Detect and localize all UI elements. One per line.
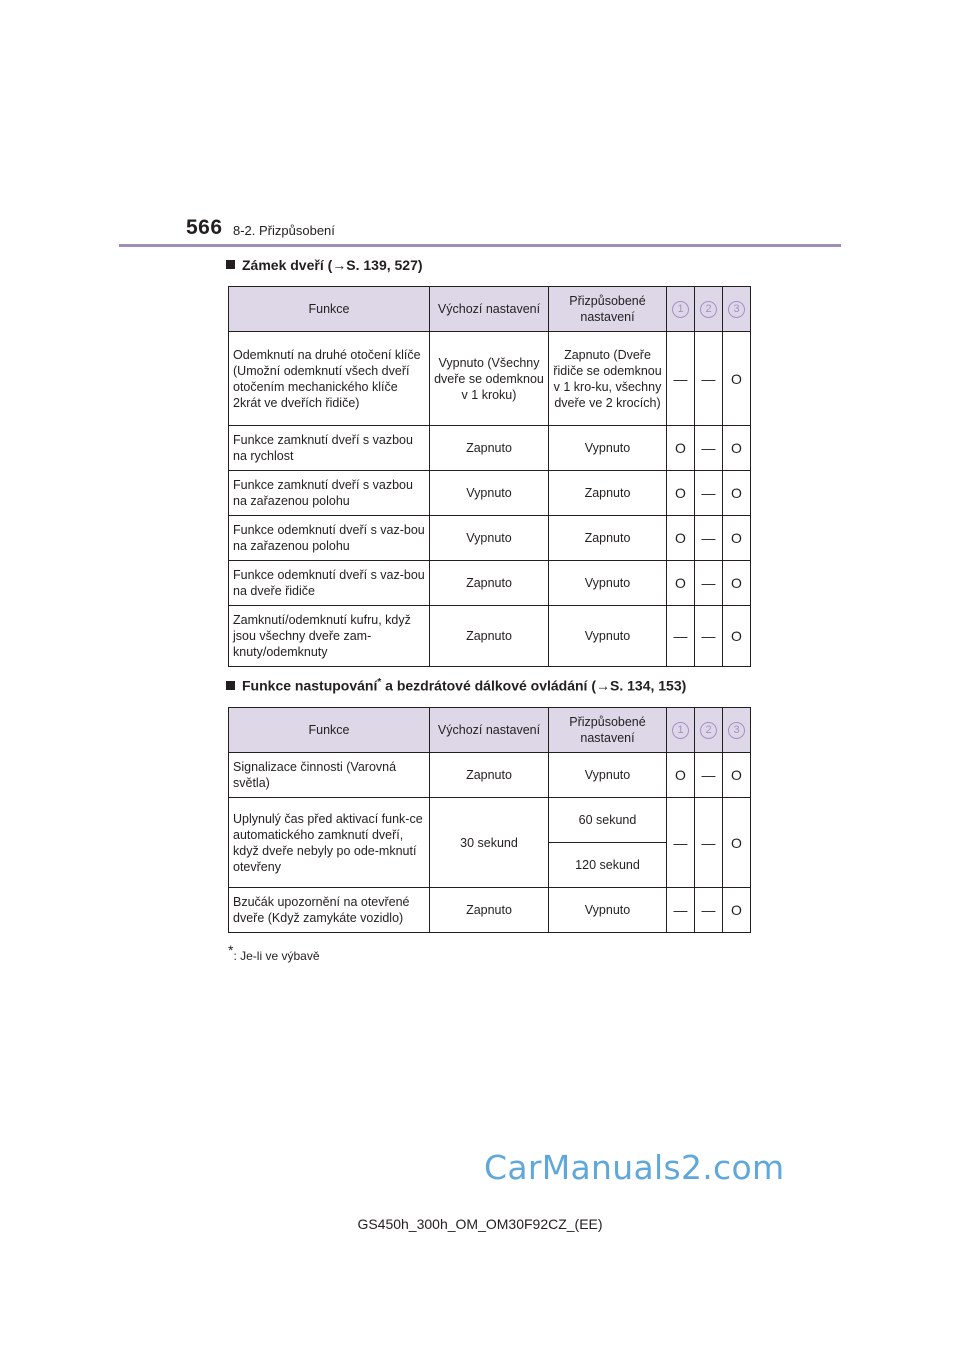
mark-cell-1: — <box>667 606 695 667</box>
table-row <box>229 798 751 843</box>
column-header-3 <box>723 708 751 753</box>
mark-cell-1: — <box>667 798 695 888</box>
number-3-icon: 3 <box>728 301 745 318</box>
column-header-2 <box>695 708 723 753</box>
column-header-function: Funkce <box>229 708 430 753</box>
mark-cell-3: O <box>723 471 751 516</box>
entry-function-settings-table <box>228 707 751 933</box>
feature-cell: Funkce zamknutí dveří s vazbou na rychlost <box>229 426 430 471</box>
section-title-text: Funkce nastupování <box>242 677 378 694</box>
custom-cell: 60 sekund <box>549 798 667 843</box>
column-header-function: Funkce <box>229 287 430 332</box>
section-title-text-rest: a bezdrátové dálkové ovládání (→S. 134, 153) <box>381 677 687 694</box>
mark-cell-3: O <box>723 426 751 471</box>
table-row <box>229 606 751 667</box>
feature-cell: Signalizace činnosti (Varovná světla) <box>229 753 430 798</box>
door-lock-settings-table <box>228 286 751 667</box>
custom-cell: Vypnuto <box>549 561 667 606</box>
mark-cell-2: — <box>695 888 723 933</box>
column-header-3 <box>723 287 751 332</box>
page-number: 566 <box>186 216 223 239</box>
square-bullet-icon <box>226 681 235 690</box>
default-cell: Zapnuto <box>430 888 549 933</box>
section-title-entry-function <box>226 677 686 694</box>
custom-cell: Vypnuto <box>549 606 667 667</box>
custom-cell: Zapnuto <box>549 516 667 561</box>
number-3-icon: 3 <box>728 722 745 739</box>
feature-cell: Bzučák upozornění na otevřené dveře (Když zamykáte vozidlo) <box>229 888 430 933</box>
chapter-title: 8-2. Přizpůsobení <box>233 223 335 238</box>
mark-cell-2: — <box>695 798 723 888</box>
mark-cell-3: O <box>723 606 751 667</box>
custom-cell: Vypnuto <box>549 753 667 798</box>
mark-cell-3: O <box>723 753 751 798</box>
column-header-2 <box>695 287 723 332</box>
footnote <box>228 942 320 963</box>
custom-cell: Zapnuto <box>549 471 667 516</box>
table-row <box>229 753 751 798</box>
mark-cell-2: — <box>695 426 723 471</box>
number-2-icon: 2 <box>700 722 717 739</box>
document-code: GS450h_300h_OM_OM30F92CZ_(EE) <box>357 1216 603 1232</box>
mark-cell-3: O <box>723 888 751 933</box>
default-cell: Vypnuto <box>430 471 549 516</box>
default-cell: Zapnuto <box>430 606 549 667</box>
mark-cell-1: — <box>667 888 695 933</box>
mark-cell-1: O <box>667 516 695 561</box>
table-row <box>229 471 751 516</box>
column-header-default: Výchozí nastavení <box>430 708 549 753</box>
mark-cell-2: — <box>695 606 723 667</box>
number-2-icon: 2 <box>700 301 717 318</box>
default-cell: 30 sekund <box>430 798 549 888</box>
custom-cell: 120 sekund <box>549 843 667 888</box>
table-row <box>229 561 751 606</box>
feature-cell: Funkce odemknutí dveří s vaz-bou na zařazenou polohu <box>229 516 430 561</box>
feature-cell: Funkce zamknutí dveří s vazbou na zařazenou polohu <box>229 471 430 516</box>
section-title-door-lock <box>226 257 423 273</box>
mark-cell-3: O <box>723 516 751 561</box>
mark-cell-3: O <box>723 798 751 888</box>
mark-cell-2: — <box>695 332 723 426</box>
default-cell: Vypnuto <box>430 516 549 561</box>
square-bullet-icon <box>226 260 235 269</box>
table-row <box>229 332 751 426</box>
default-cell: Zapnuto <box>430 426 549 471</box>
column-header-1 <box>667 708 695 753</box>
mark-cell-1: O <box>667 753 695 798</box>
section-title-text: Zámek dveří (→S. 139, 527) <box>242 257 423 273</box>
mark-cell-1: O <box>667 426 695 471</box>
table-row <box>229 516 751 561</box>
mark-cell-2: — <box>695 471 723 516</box>
number-1-icon: 1 <box>672 301 689 318</box>
mark-cell-2: — <box>695 753 723 798</box>
mark-cell-3: O <box>723 561 751 606</box>
table-row <box>229 426 751 471</box>
mark-cell-3: O <box>723 332 751 426</box>
mark-cell-2: — <box>695 516 723 561</box>
feature-cell: Funkce odemknutí dveří s vaz-bou na dveře řidiče <box>229 561 430 606</box>
column-header-default: Výchozí nastavení <box>430 287 549 332</box>
custom-cell: Zapnuto (Dveře řidiče se odemknou v 1 kro-ku, všechny dveře ve 2 krocích) <box>549 332 667 426</box>
footnote-star: * <box>377 677 382 688</box>
custom-cell: Vypnuto <box>549 888 667 933</box>
table-header-row <box>229 287 751 332</box>
default-cell: Zapnuto <box>430 753 549 798</box>
mark-cell-1: O <box>667 561 695 606</box>
feature-cell: Uplynulý čas před aktivací funk-ce automatického zamknutí dveří, když dveře nebyly po ode-mknutí otevřeny <box>229 798 430 888</box>
mark-cell-1: O <box>667 471 695 516</box>
mark-cell-2: — <box>695 561 723 606</box>
default-cell: Vypnuto (Všechny dveře se odemknou v 1 kroku) <box>430 332 549 426</box>
feature-cell: Zamknutí/odemknutí kufru, když jsou všechny dveře zam-knuty/odemknuty <box>229 606 430 667</box>
table-header-row <box>229 708 751 753</box>
mark-cell-1: — <box>667 332 695 426</box>
column-header-1 <box>667 287 695 332</box>
number-1-icon: 1 <box>672 722 689 739</box>
footnote-star: * <box>228 942 234 958</box>
feature-cell: Odemknutí na druhé otočení klíče (Umožní odemknutí všech dveří otočením mechanického klíče 2krát ve dveřích řidiče) <box>229 332 430 426</box>
column-header-custom: Přizpůsobené nastavení <box>549 708 667 753</box>
header-divider <box>119 244 841 247</box>
default-cell: Zapnuto <box>430 561 549 606</box>
custom-cell: Vypnuto <box>549 426 667 471</box>
watermark-logo: CarManuals2.com <box>484 1148 785 1187</box>
column-header-custom: Přizpůsobené nastavení <box>549 287 667 332</box>
table-row <box>229 888 751 933</box>
footnote-text: : Je-li ve výbavě <box>233 949 320 963</box>
